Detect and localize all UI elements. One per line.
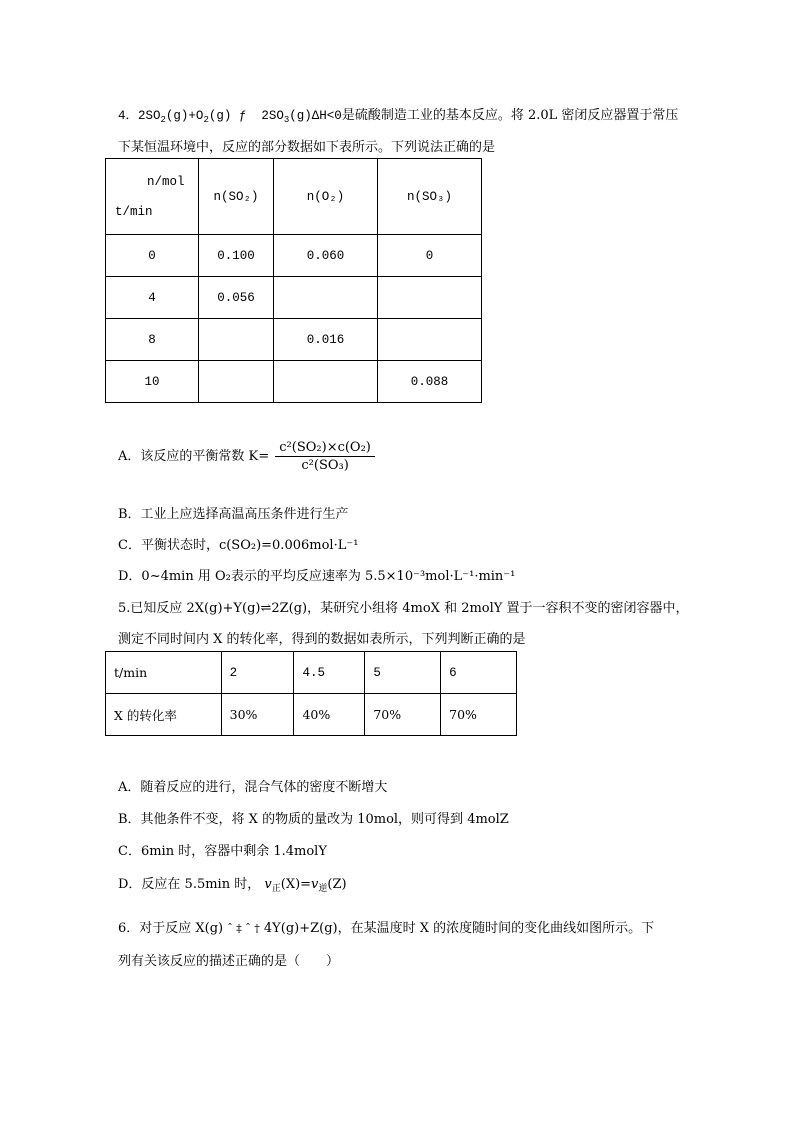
q6-equilibrium-arrows: ˆ ‡ ˆ †	[227, 922, 260, 935]
q4-eq-sub2: 2	[203, 115, 209, 125]
q4-stem-line1	[118, 104, 678, 123]
q4-table-corner-cell	[106, 159, 199, 235]
q5-table-cell: 5	[365, 652, 441, 694]
q4-eq-arrow: (g) ƒ	[208, 109, 247, 123]
q5-stem-line1: 5.已知反应 2X(g)+Y(g)⇌2Z(g)，某研究小组将 4moX 和 2molY 置于一容积不变的密闭容器中，	[118, 601, 689, 616]
q5-option-d-text: D．反应在 5.5min 时，	[118, 877, 261, 892]
q4-eq-product: 2SO	[261, 109, 284, 123]
q4-table-cell	[199, 361, 274, 403]
q4-fraction-denominator: c²(SO₃)	[301, 458, 349, 473]
q5-table-cell: 6	[441, 652, 517, 694]
q5-table-cell: 40%	[294, 694, 365, 736]
q4-table-cell: 0	[378, 235, 482, 277]
q4-table-cell: 0.016	[274, 319, 378, 361]
q4-eq-sub1: 2	[160, 115, 166, 125]
q5-table-cell: 70%	[365, 694, 441, 736]
q4-table-header-so2: n(SO₂)	[199, 159, 274, 235]
q4-table-header-so3: n(SO₃)	[378, 159, 482, 235]
q4-table-cell: 0	[106, 235, 199, 277]
q4-data-table	[105, 158, 482, 403]
q5-table-cell: X 的转化率	[106, 694, 222, 736]
q5-table-cell: t/min	[106, 652, 222, 694]
q4-table-corner-bottom: t/min	[115, 205, 153, 219]
q5-rate-sub-forward: 正	[271, 884, 281, 894]
q5-table-cell: 2	[221, 652, 294, 694]
q5-rate-symbol-forward: v	[264, 877, 272, 892]
q4-stem-text: 是硫酸制造工业的基本反应。将 2.0L 密闭反应器置于常压	[341, 108, 679, 123]
q4-eq-part1: 4．2SO	[118, 109, 161, 123]
q4-option-a-text: A．该反应的平衡常数 K=	[118, 449, 270, 464]
q4-fraction-numerator: c²(SO₂)×c(O₂)	[275, 440, 375, 457]
q4-table-cell	[378, 319, 482, 361]
q4-option-d: D．0~4min 用 O₂表示的平均反应速率为 5.5×10⁻³mol·L⁻¹·min⁻¹	[118, 569, 516, 584]
q5-stem-line2: 测定不同时间内 X 的转化率，得到的数据如表所示，下列判断正确的是	[118, 632, 526, 647]
q4-table-cell	[378, 277, 482, 319]
q4-table-cell: 10	[106, 361, 199, 403]
q4-eq-part2: (g)+O	[165, 109, 204, 123]
q4-table-cell	[199, 319, 274, 361]
q4-table-cell	[274, 361, 378, 403]
q5-rate-x: (X)=	[280, 877, 312, 892]
q5-table-cell: 30%	[221, 694, 294, 736]
q5-rate-z: (Z)	[327, 877, 347, 892]
q4-table-cell	[274, 277, 378, 319]
q4-table-cell: 0.100	[199, 235, 274, 277]
q5-option-d	[118, 873, 347, 892]
q5-option-b: B．其他条件不变，将 X 的物质的量改为 10mol，则可得到 4molZ	[118, 812, 509, 827]
q4-eq-sub3: 3	[283, 115, 290, 125]
q4-option-a	[118, 440, 375, 473]
q6-stem-part1: 6．对于反应 X(g)	[118, 921, 224, 936]
q4-table-corner-top: n/mol	[147, 175, 185, 189]
q6-stem-line2: 列有关该反应的描述正确的是（ ）	[118, 954, 340, 969]
q5-rate-sub-reverse: 逆	[318, 884, 328, 894]
q4-eq-dh: (g)ΔH<0	[289, 109, 342, 123]
q6-stem-line1	[118, 917, 654, 936]
q4-table-cell: 0.088	[378, 361, 482, 403]
q5-option-c: C．6min 时，容器中剩余 1.4molY	[118, 844, 327, 859]
q5-option-a: A．随着反应的进行，混合气体的密度不断增大	[118, 780, 388, 795]
q4-equilibrium-fraction	[275, 440, 375, 473]
q4-option-c: C．平衡状态时，c(SO₂)=0.006mol·L⁻¹	[118, 538, 359, 553]
q5-table-cell: 4.5	[294, 652, 365, 694]
q5-rate-symbol-reverse: v	[311, 877, 319, 892]
q4-stem-line2: 下某恒温环境中，反应的部分数据如下表所示。下列说法正确的是	[118, 140, 496, 155]
q5-data-table	[105, 651, 517, 736]
q4-table-cell: 8	[106, 319, 199, 361]
q4-table-cell: 0.060	[274, 235, 378, 277]
q4-table-cell: 0.056	[199, 277, 274, 319]
q5-table-cell: 70%	[441, 694, 517, 736]
q4-option-b: B．工业上应选择高温高压条件进行生产	[118, 507, 349, 522]
q4-table-cell: 4	[106, 277, 199, 319]
q4-table-header-o2: n(O₂)	[274, 159, 378, 235]
q6-stem-part2: 4Y(g)+Z(g)，在某温度时 X 的浓度随时间的变化曲线如图所示。下	[263, 921, 655, 936]
